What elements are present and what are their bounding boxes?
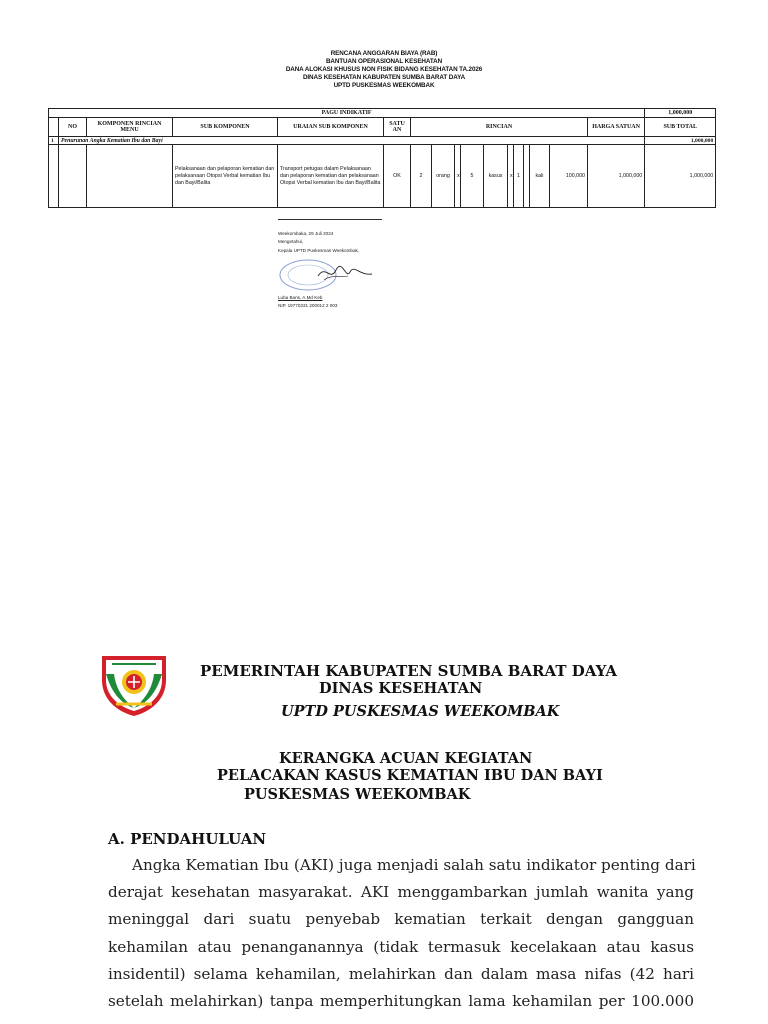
paragraph-line: derajat kesehatan masyarakat. AKI menggambarkan jumlah wanita yang	[108, 883, 694, 902]
col-harga: HARGA SATUAN	[588, 118, 645, 137]
pagu-label: PAGU INDIKATIF	[49, 109, 645, 118]
column-header-row	[49, 118, 716, 137]
regency-logo-icon	[94, 650, 174, 718]
rab-header-line: BANTUAN OPERASIONAL KESEHATAN	[325, 58, 443, 65]
program-total: 1,000,000	[645, 137, 716, 145]
kak-page	[0, 594, 768, 1024]
col-rincian: RINCIAN	[411, 118, 588, 137]
item-satuan: OK	[384, 145, 411, 208]
rab-header-line: DANA ALOKASI KHUSUS NON FISIK BIDANG KESEHATAN TA.2026	[285, 66, 483, 73]
paragraph-line: insidentil) selama kehamilan, melahirkan dan dalam masa nifas (42 hari	[108, 964, 694, 983]
signature-divider	[278, 219, 382, 220]
item-jumlah: 1,000,000	[645, 145, 716, 208]
program-no: 1	[49, 137, 59, 145]
col-uraian: URAIAN SUB KOMPONEN	[278, 118, 384, 137]
item-qty-2: 5	[461, 145, 484, 208]
paragraph-line: meninggal dari suatu penyebab kematian terkait dengan gangguan	[108, 910, 694, 929]
table-row	[49, 145, 716, 208]
col-no: NO	[59, 118, 87, 137]
col-komponen: KOMPONEN RINCIAN MENU	[87, 118, 173, 137]
gov-title: PEMERINTAH KABUPATEN SUMBA BARAT DAYA	[200, 662, 618, 680]
item-times-1: x	[455, 145, 461, 208]
pagu-row	[49, 109, 716, 118]
doc-title-line-2: PELACAKAN KASUS KEMATIAN IBU DAN BAYI	[217, 767, 603, 784]
gov-unit: UPTD PUSKESMAS WEEKOMBAK	[281, 703, 560, 720]
pagu-value: 1,000,000	[645, 109, 716, 118]
signature-nip: NIP. 19770331 200012 2 003	[278, 303, 338, 308]
signature-role: Kepala UPTD Puskesmas Weekombak,	[278, 248, 360, 253]
item-komponen	[87, 145, 173, 208]
doc-title-line-1: KERANGKA ACUAN KEGIATAN	[279, 750, 533, 767]
doc-title-line-3: PUSKESMAS WEEKOMBAK	[244, 786, 471, 803]
item-sub-total: 1,000,000	[588, 145, 645, 208]
paragraph-line: Angka Kematian Ibu (AKI) juga menjadi salah satu indikator penting dari	[132, 856, 696, 874]
item-times-2: x	[508, 145, 514, 208]
col-satuan: SATU AN	[384, 118, 411, 137]
program-row	[49, 137, 716, 145]
item-spacer	[49, 145, 59, 208]
item-no	[59, 145, 87, 208]
stamp-signature-icon	[278, 256, 376, 294]
gov-department: DINAS KESEHATAN	[319, 680, 483, 697]
rab-header-line: DINAS KESEHATAN KABUPATEN SUMBA BARAT DAYA	[302, 74, 466, 81]
item-unit-1: orang	[432, 145, 455, 208]
signature-name: Luba Bans, A.Md Keb	[278, 295, 323, 300]
program-name: Penurunan Angka Kematian Ibu dan Bayi	[59, 137, 645, 145]
paragraph-line: kehamilan atau penanganannya (tidak termasuk kecelakaan atau kasus	[108, 937, 694, 956]
col-spacer	[49, 118, 59, 137]
rab-table	[48, 108, 716, 208]
item-qty-3: 1	[514, 145, 524, 208]
signature-date: Weekombaka, 29 Juli 2024	[278, 231, 334, 236]
paragraph-line: setelah melahirkan) tanpa memperhitungkan lama kehamilan per 100.000	[108, 992, 694, 1011]
rab-header-line: RENCANA ANGGARAN BIAYA (RAB)	[330, 50, 438, 57]
item-qty-1: 2	[411, 145, 432, 208]
item-unit-3: kali	[530, 145, 550, 208]
rab-header-line: UPTD PUSKESMAS WEEKOMBAK	[333, 82, 435, 89]
section-heading: A. PENDAHULUAN	[108, 830, 267, 848]
col-sub-total: SUB TOTAL	[645, 118, 716, 137]
item-harga: 100,000	[550, 145, 588, 208]
rab-header	[0, 50, 768, 90]
item-unit-2: kasus	[484, 145, 508, 208]
intro-paragraph	[108, 852, 694, 1015]
col-sub-komponen: SUB KOMPONEN	[173, 118, 278, 137]
item-uraian: Transport petugas dalam Pelaksanaan dan pelaporan kematian dan pelaksanaan Otopsi Verbal kematian Ibu dan Bayi/Balita	[278, 145, 384, 208]
signature-known: Mengetahui,	[278, 239, 304, 244]
item-sub-komponen: Pelaksanaan dan pelaporan kematian dan pelaksanaan Otopsi Verbal kematian Ibu dan Bayi/Balita	[173, 145, 278, 208]
